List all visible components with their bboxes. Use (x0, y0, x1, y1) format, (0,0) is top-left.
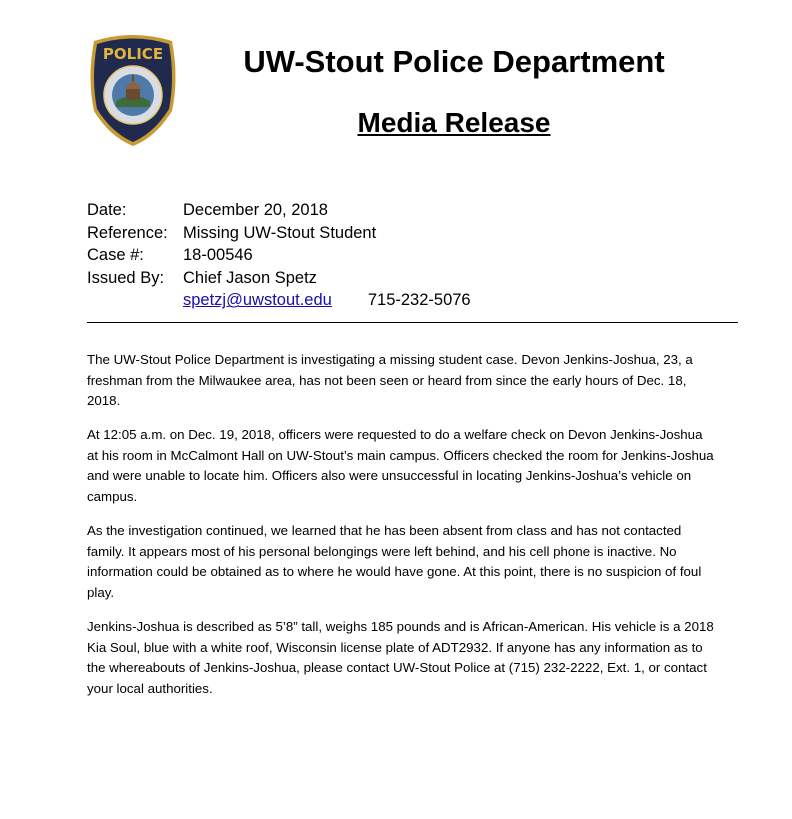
paragraph: Jenkins-Joshua is described as 5’8” tall, weighs 185 pounds and is African-American. His vehicle is a 2018 Kia Soul, blue with a white roof, Wisconsin license plate of ADT2932. If anyone has any information as to the whereabouts of Jenkins-Joshua, please contact UW-Stout Police at (715) 232-2222, Ext. 1, or contact your local authorities. (87, 619, 714, 696)
page-title: UW-Stout Police Department (243, 44, 665, 79)
release-body (87, 350, 717, 713)
reference-row (87, 222, 471, 245)
date-label: Date: (87, 201, 127, 219)
paragraph: The UW-Stout Police Department is investigating a missing student case. Devon Jenkins-Joshua, 23, a freshman from the Milwaukee area, has not been seen or heard from since the early hours of Dec. 18, 2018. (87, 352, 693, 409)
case-value: 18-00546 (183, 246, 253, 265)
issued-by-value: Chief Jason Spetz (183, 268, 317, 287)
email-link[interactable]: spetzj@uwstout.edu (183, 291, 332, 310)
reference-value: Missing UW-Stout Student (183, 223, 377, 242)
phone-number: 715-232-5076 (367, 291, 471, 310)
page-subtitle: Media Release (357, 107, 551, 138)
release-info-block (87, 199, 471, 312)
section-divider (87, 322, 738, 323)
issued-by-row (87, 267, 471, 290)
badge-police-text: POLICE (102, 45, 164, 63)
date-value: December 20, 2018 (183, 201, 328, 219)
paragraph: As the investigation continued, we learned that he has been absent from class and has not contacted family. It appears most of his personal belongings were left behind, and his cell phone is inactive. No information could be obtained as to where he would have gone. At this point, there is no suspicion of foul play. (87, 523, 702, 600)
date-row (87, 199, 471, 222)
issued-by-label: Issued By: (87, 268, 165, 287)
contact-row (87, 289, 471, 312)
police-badge-logo (86, 33, 180, 147)
case-label: Case #: (87, 246, 144, 265)
paragraph: At 12:05 a.m. on Dec. 19, 2018, officers were requested to do a welfare check on Devon Jenkins-Joshua at his room in McCalmont Hall on UW-Stout’s main campus. Officers checked the room for Jenkins-Joshua and were unable to locate him. Officers also were unsuccessful in locating Jenkins-Joshua’s vehicle on campus. (87, 427, 714, 505)
case-row (87, 244, 471, 267)
reference-label: Reference: (87, 223, 168, 242)
